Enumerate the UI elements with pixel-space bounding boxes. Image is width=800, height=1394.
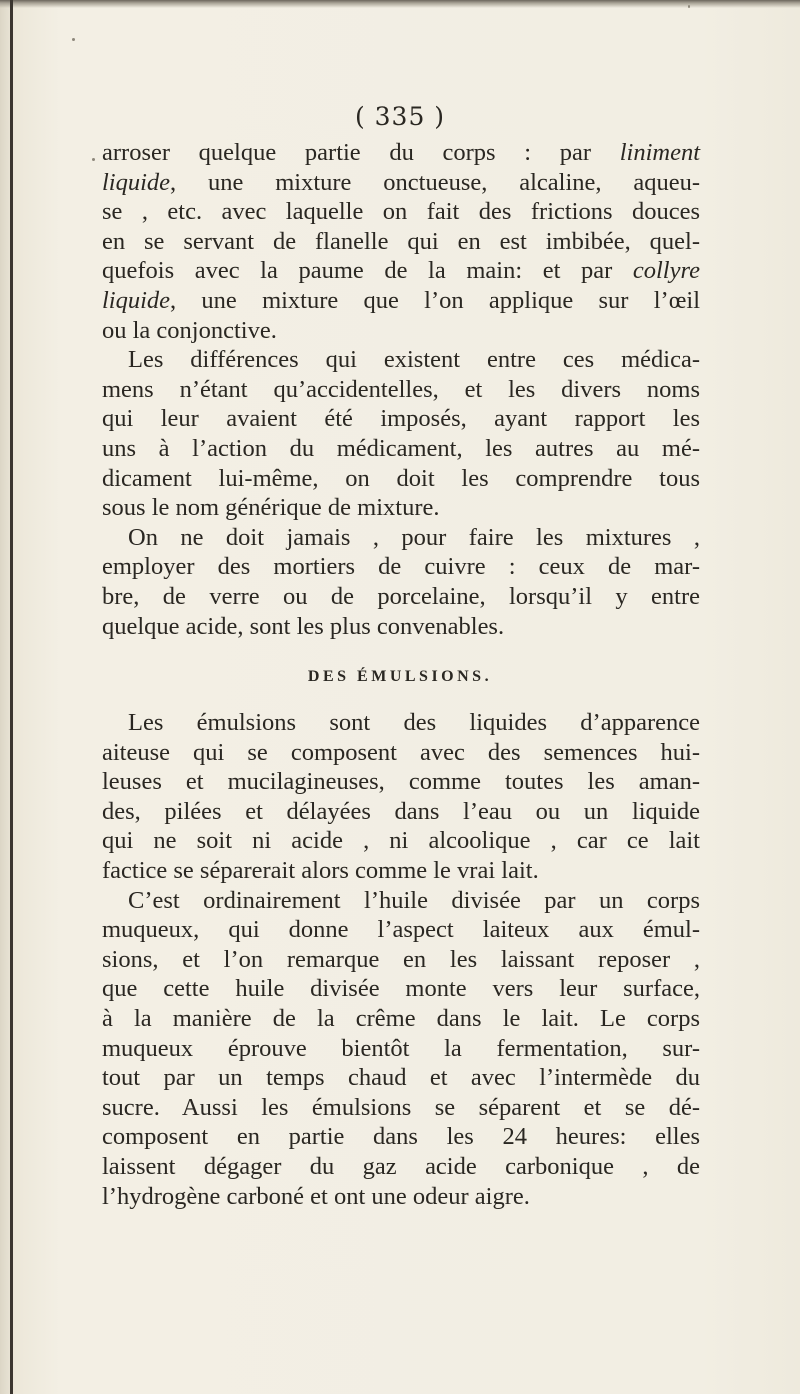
text-run: quelque acide, sont les plus convenables. (102, 612, 505, 640)
text-line (102, 582, 700, 612)
text-line (102, 974, 700, 1004)
text-line (102, 404, 700, 434)
text-line (102, 1152, 700, 1182)
text-run: employer des mortiers de cuivre : ceux de mar- (102, 553, 700, 581)
text-run: On ne doit jamais , pour faire les mixtures , (128, 523, 700, 551)
text-run: factice se séparerait alors comme le vrai lait. (102, 856, 539, 884)
paragraph-4 (102, 708, 700, 886)
text-run: mens n’étant qu’accidentelles, et les divers noms (102, 375, 700, 403)
text-line (102, 138, 700, 168)
text-line (102, 464, 700, 494)
section-heading: DES ÉMULSIONS. (307, 668, 493, 685)
text-run: sions, et l’on remarque en les laissant reposer , (102, 945, 700, 973)
paragraph-3 (102, 523, 700, 641)
text-run: uns à l’action du médicament, les autres au mé- (102, 434, 700, 462)
text-line (102, 1063, 700, 1093)
text-run: C’est ordinairement l’huile divisée par un corps (128, 886, 700, 914)
text-line (102, 1122, 700, 1152)
text-run: des, pilées et délayées dans l’eau ou un liquide (102, 797, 700, 825)
text-run: muqueux éprouve bientôt la fermentation, sur- (102, 1034, 700, 1062)
text-run: Les différences qui existent entre ces médica- (128, 346, 700, 374)
text-line (102, 767, 700, 797)
italic-term: collyre (632, 257, 700, 285)
body-text-lower (102, 708, 700, 1211)
text-line (102, 1034, 700, 1064)
text-run: , une mixture onctueuse, alcaline, aqueu- (170, 168, 700, 196)
text-line (102, 856, 700, 886)
paper-speck (92, 158, 95, 161)
text-run: en se servant de flanelle qui en est imbibée, quel- (102, 227, 700, 255)
text-run: composent en partie dans les 24 heures: elles (102, 1123, 700, 1151)
text-run: qui leur avaient été imposés, ayant rapport les (102, 405, 700, 433)
text-line (102, 552, 700, 582)
text-run: à la manière de la crême dans le lait. Le corps (102, 1004, 700, 1032)
page-top-shadow (0, 0, 800, 8)
text-run: leuses et mucilagineuses, comme toutes les aman- (102, 768, 700, 796)
italic-term: liniment (619, 139, 700, 166)
text-run: que cette huile divisée monte vers leur surface, (102, 975, 700, 1003)
text-line (102, 493, 700, 523)
paper-speck (688, 5, 690, 8)
text-line (102, 708, 700, 738)
text-run: sous le nom générique de mixture. (102, 494, 440, 522)
page-number: ( 335 ) (354, 102, 446, 131)
text-line (102, 945, 700, 975)
text-run: l’hydrogène carboné et ont une odeur aigre. (102, 1182, 530, 1210)
text-run: se , etc. avec laquelle on fait des frictions douces (102, 198, 700, 226)
text-run: bre, de verre ou de porcelaine, lorsqu’il y entre (102, 582, 700, 610)
paper-speck (72, 38, 75, 41)
text-line (102, 1093, 700, 1123)
binding-edge (10, 0, 13, 1394)
italic-term: liquide (102, 286, 171, 314)
paragraph-2 (102, 345, 700, 523)
text-line (102, 1004, 700, 1034)
text-run: Les émulsions sont des liquides d’apparence (128, 709, 700, 736)
text-run: sucre. Aussi les émulsions se séparent et se dé- (102, 1093, 700, 1121)
text-line (102, 197, 700, 227)
text-line (102, 797, 700, 827)
text-run: , une mixture que l’on applique sur l’œil (170, 286, 700, 314)
paragraph-5 (102, 886, 700, 1212)
paragraph-1 (102, 138, 700, 345)
text-line (102, 1182, 700, 1212)
body-text-upper (102, 138, 700, 641)
text-run: aiteuse qui se composent avec des semences hui- (102, 738, 700, 766)
text-line (102, 286, 700, 316)
text-line (102, 434, 700, 464)
text-run: qui ne soit ni acide , ni alcoolique , car ce lait (102, 827, 700, 855)
text-line (102, 316, 700, 346)
text-line (102, 738, 700, 768)
text-run: quefois avec la paume de la main: et par (102, 257, 633, 285)
text-line (102, 375, 700, 405)
text-run: tout par un temps chaud et avec l’intermède du (102, 1064, 700, 1092)
text-line (102, 612, 700, 642)
italic-term: liquide (102, 168, 171, 196)
text-line (102, 168, 700, 198)
text-line (102, 826, 700, 856)
text-line (102, 227, 700, 257)
text-line (102, 886, 700, 916)
text-run: ou la conjonctive. (102, 316, 277, 344)
text-run: dicament lui-même, on doit les comprendre tous (102, 464, 700, 492)
text-run: laissent dégager du gaz acide carbonique , de (102, 1152, 700, 1180)
text-line (102, 523, 700, 553)
text-run: muqueux, qui donne l’aspect laiteux aux émul- (102, 916, 700, 944)
text-line (102, 256, 700, 286)
text-line (102, 915, 700, 945)
text-run: arroser quelque partie du corps : par (102, 139, 620, 166)
text-line (102, 345, 700, 375)
